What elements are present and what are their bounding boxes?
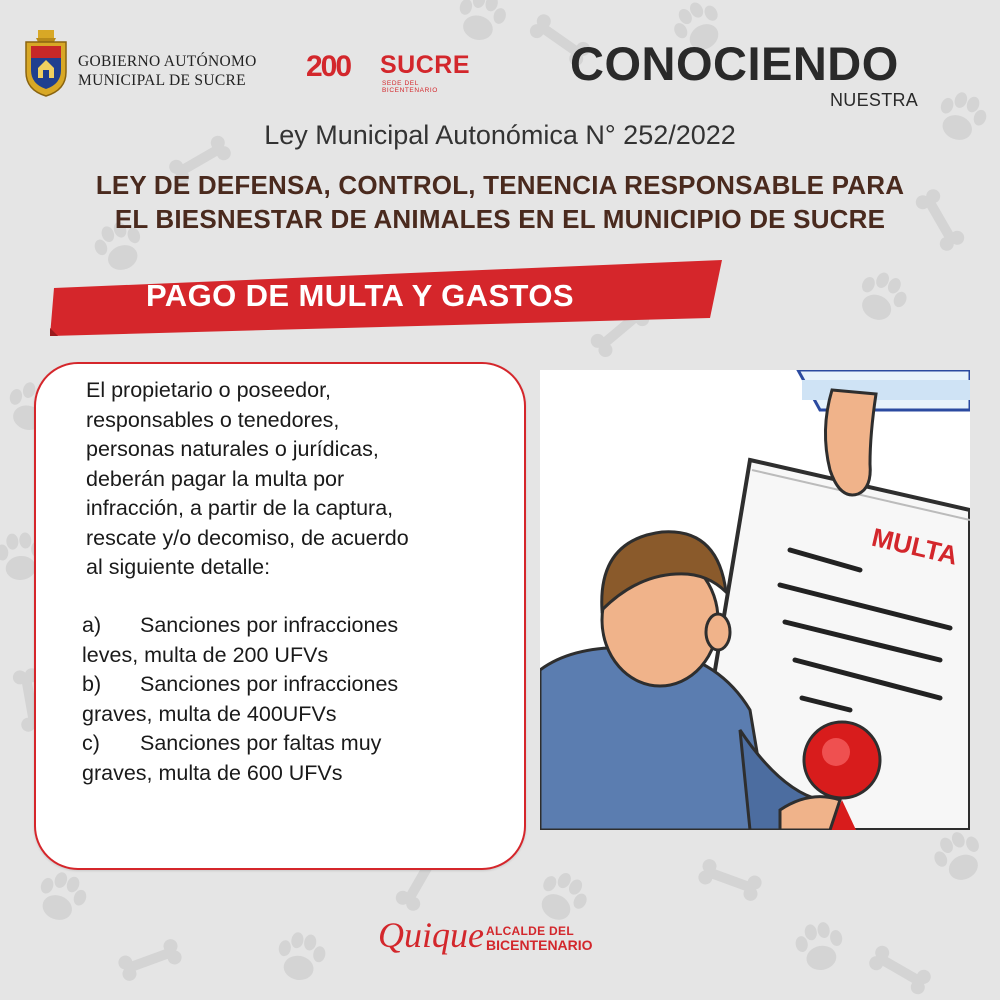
sanction-marker: a) bbox=[82, 613, 102, 637]
intro-line: responsables o tenedores, bbox=[86, 407, 340, 432]
sanction-line2: graves, multa de 400UFVs bbox=[82, 701, 337, 726]
bicentenario-number: 200 bbox=[306, 50, 351, 83]
gov-name bbox=[78, 52, 257, 90]
multa-label: MULTA bbox=[868, 521, 961, 571]
footer-line1: ALCALDE DEL bbox=[486, 924, 574, 938]
law-title-line2: EL BIESNESTAR DE ANIMALES EN EL MUNICIPIO DE SUCRE bbox=[114, 204, 886, 234]
sanction-line1: Sanciones por infracciones bbox=[140, 672, 399, 696]
coat-of-arms-icon bbox=[22, 28, 70, 98]
intro-line: al siguiente detalle: bbox=[86, 555, 271, 579]
conociendo-heading: CONOCIENDO bbox=[570, 37, 899, 90]
intro-line: El propietario o poseedor, bbox=[86, 378, 332, 402]
card-intro bbox=[86, 376, 409, 583]
bicentenario-logo bbox=[306, 48, 476, 92]
bicentenario-sub: SEDE DEL BICENTENARIO bbox=[382, 80, 438, 94]
sanctions-list bbox=[82, 611, 398, 788]
sanction-line1: Sanciones por faltas muy bbox=[140, 731, 382, 755]
sanction-line2: leves, multa de 200 UFVs bbox=[82, 642, 329, 667]
footer-name: Quique bbox=[378, 915, 484, 955]
nuestra-label: NUESTRA bbox=[830, 90, 919, 110]
sanction-item bbox=[82, 670, 398, 729]
sanction-line1: Sanciones por infracciones bbox=[140, 613, 399, 637]
banner-label: PAGO DE MULTA Y GASTOS bbox=[146, 278, 574, 313]
fine-illustration bbox=[540, 370, 970, 830]
sanction-item bbox=[82, 729, 398, 788]
sanction-marker: b) bbox=[82, 672, 102, 696]
info-card bbox=[34, 362, 526, 870]
law-title-line1: LEY DE DEFENSA, CONTROL, TENENCIA RESPONSABLE PARA bbox=[95, 170, 905, 200]
intro-line: rescate y/o decomiso, de acuerdo bbox=[86, 525, 409, 550]
intro-line: personas naturales o jurídicas, bbox=[86, 437, 379, 461]
footer-line2: BICENTENARIO bbox=[486, 937, 593, 953]
gov-line1: GOBIERNO AUTÓNOMO bbox=[78, 53, 257, 70]
law-number: Ley Municipal Autonómica N° 252/2022 bbox=[264, 120, 736, 150]
sanction-item bbox=[82, 611, 398, 670]
law-title bbox=[0, 168, 1000, 236]
sanction-line2: graves, multa de 600 UFVs bbox=[82, 760, 343, 785]
footer-signature bbox=[378, 914, 638, 966]
intro-line: infracción, a partir de la captura, bbox=[86, 496, 394, 520]
bicentenario-word: SUCRE bbox=[380, 51, 471, 79]
intro-line: deberán pagar la multa por bbox=[86, 466, 345, 491]
sanction-marker: c) bbox=[82, 731, 100, 755]
gov-line2: MUNICIPAL DE SUCRE bbox=[78, 72, 246, 89]
